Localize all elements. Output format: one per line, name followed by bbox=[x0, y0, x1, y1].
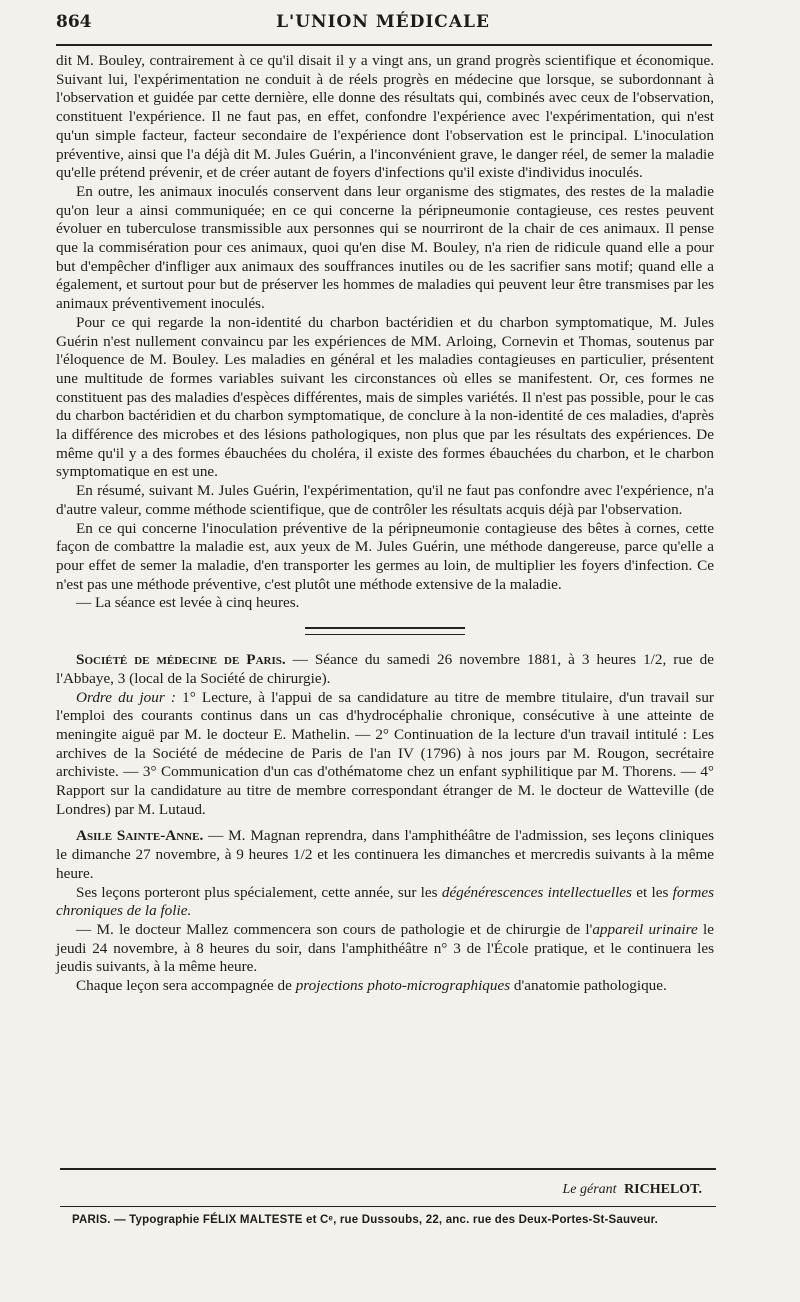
text-run: le jeudi 24 novembre, à 8 heures du soir, dans l'amphithéâtre n° 3 de l'École pratique, et le continuera les jeudis suivants, à la même heure. bbox=[56, 920, 714, 976]
societe-notice bbox=[56, 651, 714, 688]
footer-rule bbox=[60, 1168, 716, 1170]
paragraph: En ce qui concerne l'inoculation préventive de la péripneumonie contagieuse des bêtes à cornes, cette façon de combattre la maladie est, aux yeux de M. Jules Guérin, une méthode dangereuse, parce qu'elle a pour effet de semer la maladie, d'en transporter les germes au loin, de multiplier les foyers d'infection. Ce n'est pas une méthode préventive, c'est plutôt une méthode extensive de la maladie. bbox=[56, 519, 714, 593]
running-header bbox=[56, 12, 710, 38]
gerant-name: RICHELOT. bbox=[624, 1182, 702, 1197]
ordre-text: 1° Lecture, à l'appui de sa candidature au titre de membre titulaire, d'un travail sur l'emploi des courants continus dans un cas d'hydrocéphalie chronique, consécutive à une atteinte de meningite aiguë par M. le docteur E. Mathelin. — 2° Continuation de la lecture d'un travail intitulé : Les archives de la Société de médecine de Paris de l'an IV (1796) à nos jours par M. Rougon, secrétaire archiviste. — 3° Communication d'un cas d'othématome chez un enfant syphilitique par M. Thorens. — 4° Rapport sur la candidature au titre de membre correspondant étranger de M. le docteur de Watteville (de Londres) par M. Lutaud. bbox=[56, 688, 714, 818]
italic-run: projections photo-micrographiques bbox=[295, 977, 511, 995]
italic-run: dégénérescences intellectuelles bbox=[441, 883, 632, 901]
societe-text: — Séance du samedi 26 novembre 1881, à 3 heures 1/2, rue de l'Abbaye, 3 (local de la Société de chirurgie). bbox=[56, 651, 714, 687]
paragraph: En outre, les animaux inoculés conservent dans leur organisme des stigmates, des restes de la maladie qu'on leur a ainsi communiquée; en ce qui concerne la péripneumonie contagieuse, ces restes peuvent évoluer en tuberculose transmissible aux personnes qui se nourriront de la chair de ces animaux. Il pense que la commisération pour ces animaux, quoi qu'en dise M. Bouley, n'a rien de ridicule quand elle a pour but d'empêcher d'infliger aux animaux des souffrances inutiles ou de les sacrifier sans motif; quand elle a également, et surtout pour but de préserver les hommes de maladies qui peuvent leur être transmises par les animaux préventivement inoculés. bbox=[56, 182, 714, 313]
footer-rule-thin bbox=[60, 1206, 716, 1207]
paragraph: Pour ce qui regarde la non-identité du charbon bactéridien et du charbon symptomatique, M. Jules Guérin n'est nullement convaincu par les expériences de MM. Arloing, Cornevin et Thomas, soutenus par l'éloquence de M. Bouley. Les maladies en général et les maladies contagieuses en particulier, présentent une multitude de formes variables suivant les circonstances où elles se manifestent. Or, ces formes ne constituent pas des maladies d'espèces différentes, mais de simples variétés. Il n'est pas possible, pour le cas du charbon bactéridien et du charbon symptomatique, de conclure à la non-identité de ces maladies, d'après la différence des microbes et des lésions pathologiques, non plus que par les résultats des expériences. De même qu'il y a des formes ébauchées du choléra, il existe des formes ébauchées du charbon, et le charbon symptomatique en est une. bbox=[56, 313, 714, 481]
projections-note bbox=[56, 977, 714, 996]
italic-run: appareil urinaire bbox=[592, 920, 698, 938]
ordre-du-jour bbox=[56, 689, 714, 820]
paragraph: En résumé, suivant M. Jules Guérin, l'expérimentation, qu'il ne faut pas confondre avec l'expérience, n'a d'autre valeur, comme méthode scientifique, que de contrôler les résultats acquis déjà par l'observation. bbox=[56, 482, 714, 518]
asile-heading: Asile Sainte-Anne. bbox=[76, 827, 204, 845]
article-body bbox=[56, 52, 714, 996]
text-run: Chaque leçon sera accompagnée de bbox=[76, 977, 296, 995]
gerant-label: Le gérant bbox=[562, 1182, 617, 1197]
text-run: — M. le docteur Mallez commencera son cours de pathologie et de chirurgie de l' bbox=[76, 920, 593, 938]
text-run: Ses leçons porteront plus spécialement, cette année, sur les bbox=[76, 883, 442, 901]
paragraph: dit M. Bouley, contrairement à ce qu'il disait il y a vingt ans, un grand progrès scientifique et économique. Suivant lui, l'expérimentation ne conduit à de réels progrès en médecine que lorsque, se subordonnant à l'observation et guidée par cette dernière, elle donne des résultats qui, combinés avec ceux de l'observation, constituent l'expérience. Il ne faut pas, en effet, confondre l'expérience avec l'expérimentation, qui n'est qu'un simple facteur, facteur secondaire de l'expérience dont l'observation est le principal. L'inoculation préventive, ainsi que l'a déjà dit M. Jules Guérin, a l'inconvénient grave, le danger réel, de semer la maladie qu'elle prétend prévenir, et de créer autant de foyers d'infections qu'il existe d'individus inoculés. bbox=[56, 52, 714, 182]
asile-text: — M. Magnan reprendra, dans l'amphithéâtre de l'admission, ses leçons cliniques le dimanche 27 novembre, à 9 heures 1/2 et les continuera les dimanches et mercredis suivants à la même heure. bbox=[56, 827, 714, 882]
asile-notice bbox=[56, 827, 714, 883]
header-rule bbox=[56, 44, 712, 46]
spacer bbox=[56, 819, 714, 827]
mallez-course bbox=[56, 921, 714, 977]
journal-title: L'UNION MÉDICALE bbox=[276, 12, 490, 32]
ordre-label: Ordre du jour : bbox=[76, 688, 176, 706]
asile-lessons bbox=[56, 884, 714, 921]
text-run: d'anatomie pathologique. bbox=[510, 977, 667, 995]
italic-run: formes chroniques de la folie. bbox=[56, 883, 714, 920]
printer-imprint: PARIS. — Typographie FÉLIX MALTESTE et Cᵉ, rue Dussoubs, 22, anc. rue des Deux-Portes-St-Sauveur. bbox=[72, 1214, 659, 1226]
text-run: et les bbox=[631, 883, 673, 901]
section-separator bbox=[305, 627, 465, 635]
societe-heading: Société de médecine de Paris. bbox=[76, 651, 286, 669]
gerant-signature bbox=[563, 1182, 703, 1198]
seance-closing: — La séance est levée à cinq heures. bbox=[76, 594, 300, 612]
page-number: 864 bbox=[56, 12, 92, 32]
